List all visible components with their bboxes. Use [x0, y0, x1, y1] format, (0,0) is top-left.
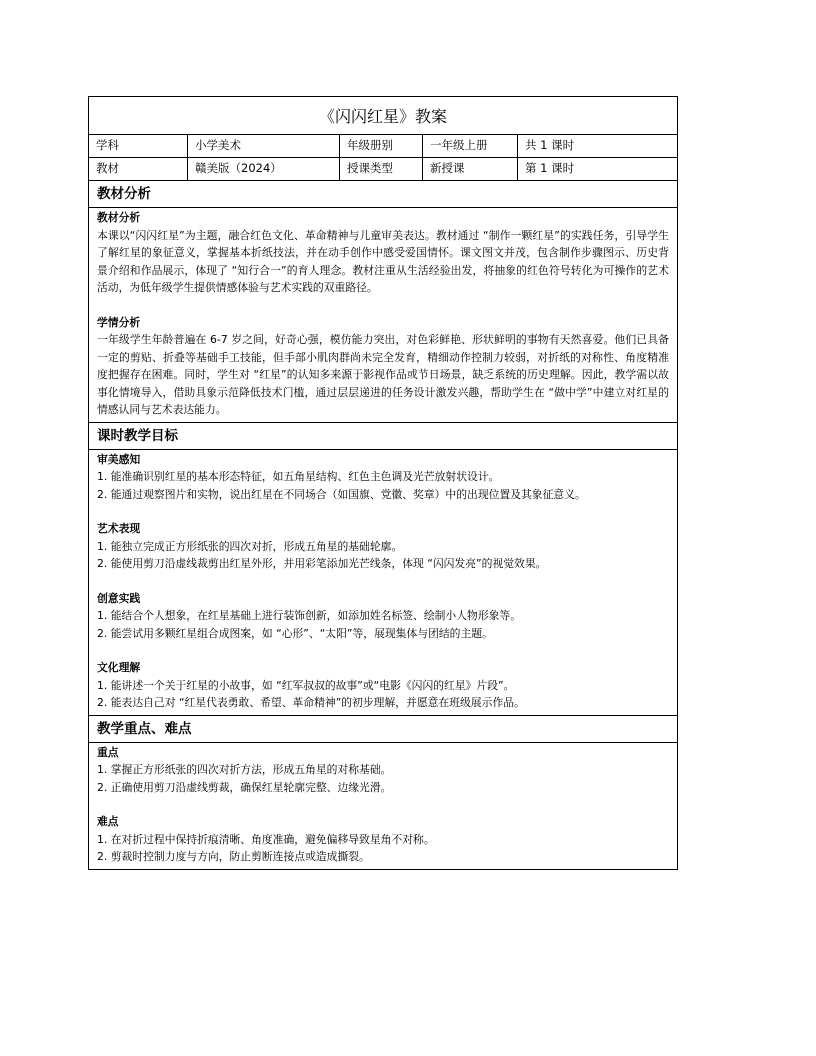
- analysis-heading: 教材分析: [89, 181, 677, 208]
- key-point-item: 1. 掌握正方形纸张的四次对折方法，形成五角星的对称基础。: [97, 763, 392, 776]
- goal-item: 2. 能使用剪刀沿虚线裁剪出红星外形，并用彩笔添加光芒线条，体现 “闪闪发亮”的视觉效果。: [97, 557, 547, 570]
- difficulty-item: 1. 在对折过程中保持折痕清晰、角度准确，避免偏移导致星角不对称。: [97, 832, 435, 846]
- goal-group-title: 文化理解: [97, 661, 141, 674]
- lesson-plan-table: [88, 96, 678, 870]
- goal-item: 1. 能讲述一个关于红星的小故事，如 “红军叔叔的故事”或“电影《闪闪的红星》片段”。: [97, 678, 515, 692]
- goals-section: [89, 423, 677, 716]
- goal-item: 1. 能准确识别红星的基本形态特征，如五角星结构、红色主色调及光芒放射状设计。: [97, 470, 500, 483]
- key-points-section: [89, 716, 677, 869]
- textbook-analysis-title: 教材分析: [97, 211, 141, 224]
- info-row-2: [89, 158, 677, 181]
- difficulty-item: 2. 剪裁时控制力度与方向，防止剪断连接点或造成撕裂。: [97, 850, 370, 863]
- student-analysis-title: 学情分析: [97, 315, 141, 329]
- subject-value: 小学美术: [188, 135, 340, 157]
- goal-item: 1. 能结合个人想象，在红星基础上进行装饰创新，如添加姓名标签、绘制小人物形象等。: [97, 609, 522, 622]
- subject-label: 学科: [89, 135, 188, 157]
- textbook-value: 赣美版（2024）: [188, 158, 340, 180]
- key-points-title: 重点: [97, 745, 119, 759]
- goal-item: 2. 能通过观察图片和实物，说出红星在不同场合（如国旗、党徽、奖章）中的出现位置及其象征意义。: [97, 487, 586, 501]
- goal-group-title: 创意实践: [97, 591, 141, 605]
- total-periods: 共 1 课时: [525, 138, 575, 152]
- grade-value: 一年级上册: [423, 135, 518, 157]
- goal-item: 2. 能表达自己对 “红星代表勇敢、希望、革命精神”的初步理解，并愿意在班级展示作品。: [97, 696, 525, 709]
- textbook-label: 教材: [89, 158, 188, 180]
- student-analysis-text: 一年级学生年龄普遍在 6-7 岁之间，好奇心强，模仿能力突出，对色彩鲜艳、形状鲜明的事物有天然喜爱。他们已具备一定的剪贴、折叠等基础手工技能，但手部小肌肉群尚未完全发育，精细动作控制力较弱，对折纸的对称性、角度精准度把握存在困难。同时，学生对 “红星”的认知多来源于影视作品或节日场景，缺乏系统的历史理解。因此，教学需以故事化情境导入，借助具象示范降低技术门槛，通过层层递进的任务设计激发兴趣，帮助学生在 “做中学”中建立对红星的情感认同与艺术表达能力。: [97, 333, 669, 416]
- goal-item: 2. 能尝试用多颗红星组合成图案，如 “心形”、“太阳”等，展现集体与团结的主题。: [97, 626, 493, 640]
- key-point-item: 2. 正确使用剪刀沿虚线剪裁，确保红星轮廓完整、边缘光滑。: [97, 780, 392, 794]
- goals-heading: 课时教学目标: [89, 423, 677, 450]
- info-row-1: [89, 135, 677, 158]
- lesson-type-value: 新授课: [423, 158, 518, 180]
- key-points-heading: 教学重点、难点: [89, 716, 677, 743]
- goal-group-title: 审美感知: [97, 452, 141, 466]
- difficulties-title: 难点: [97, 815, 119, 828]
- grade-label: 年级册别: [340, 135, 423, 157]
- textbook-analysis-text: 本课以“闪闪红星”为主题，融合红色文化、革命精神与儿童审美表达。教材通过 “制作一颗红星”的实践任务，引导学生了解红星的象征意义，掌握基本折纸技法，并在动手创作中感受爱国情怀。课文图文并茂，包含制作步骤图示、历史背景介绍和作品展示，体现了 “知行合一”的育人理念。教材注重从生活经验出发，将抽象的红色符号转化为可操作的艺术活动，为低年级学生提供情感体验与艺术实践的双重路径。: [97, 228, 669, 294]
- goal-item: 1. 能独立完成正方形纸张的四次对折，形成五角星的基础轮廓。: [97, 539, 403, 553]
- document-title: 《闪闪红星》教案: [89, 97, 677, 135]
- lesson-type-label: 授课类型: [340, 158, 423, 180]
- analysis-section: [89, 181, 677, 423]
- goal-group-title: 艺术表现: [97, 522, 141, 535]
- current-period: 第 1 课时: [525, 161, 575, 175]
